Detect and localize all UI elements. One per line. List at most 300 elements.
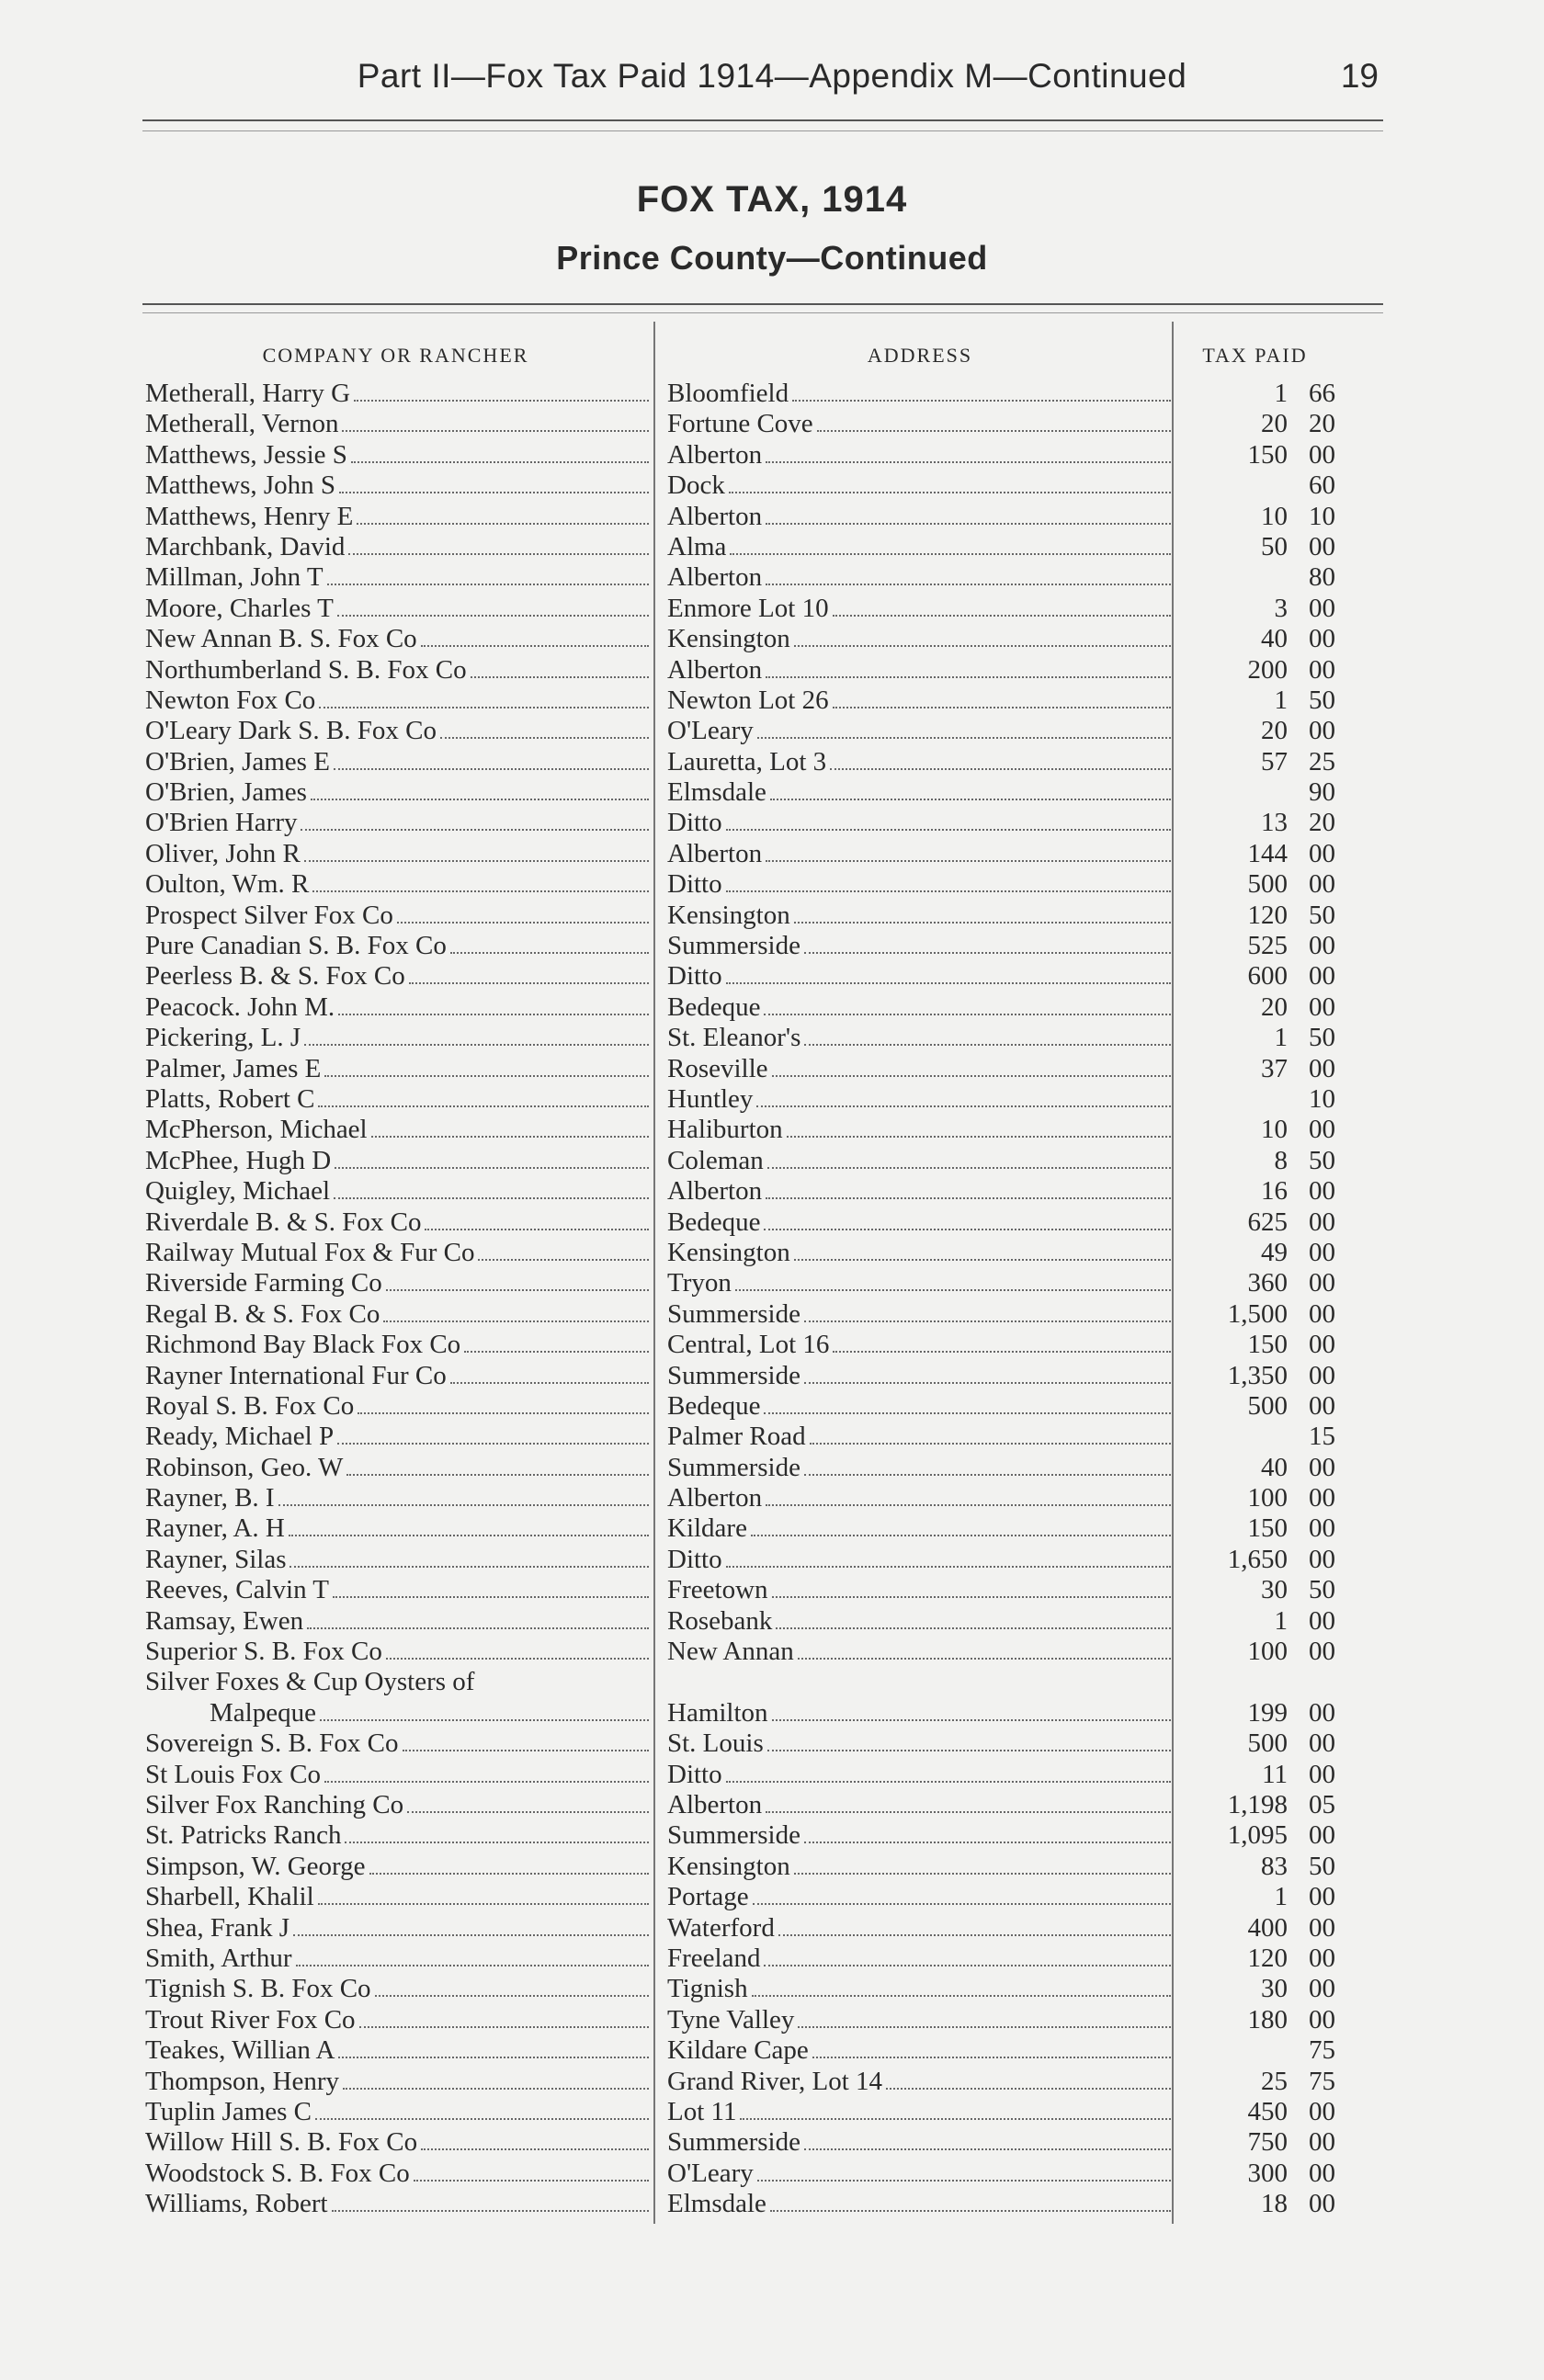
tax-dollars: 150 xyxy=(1247,1330,1288,1360)
tax-dollars xyxy=(1214,2035,1288,2066)
company-cell xyxy=(145,532,649,562)
tax-cents: 00 xyxy=(1309,1820,1335,1851)
tax-cents: 00 xyxy=(1309,1115,1335,1145)
tax-cell xyxy=(1176,747,1335,777)
address: Waterford xyxy=(667,1912,775,1943)
company-cell xyxy=(145,470,649,501)
tax-cents: 00 xyxy=(1309,439,1335,470)
company-cell xyxy=(145,1606,649,1637)
tax-cents: 00 xyxy=(1309,1298,1335,1329)
company-cell xyxy=(145,1115,649,1145)
company-name: New Annan B. S. Fox Co xyxy=(145,624,417,654)
tax-cents: 50 xyxy=(1309,900,1335,930)
company-name: Rayner, A. H xyxy=(145,1513,285,1544)
company-cell xyxy=(145,686,649,716)
table-row xyxy=(145,777,1335,808)
address-cell xyxy=(667,1115,1171,1145)
tax-cents: 00 xyxy=(1309,654,1335,685)
address-cell xyxy=(667,1513,1171,1544)
address: Kensington xyxy=(667,1851,790,1881)
company-name: Millman, John T xyxy=(145,562,324,593)
tax-cell xyxy=(1176,1146,1335,1176)
table-row xyxy=(145,901,1335,931)
address: New Annan xyxy=(667,1637,794,1667)
tax-cell xyxy=(1176,409,1335,439)
address: Tyne Valley xyxy=(667,2004,795,2034)
tax-dollars: 1,500 xyxy=(1227,1298,1288,1329)
address-cell xyxy=(667,562,1171,593)
column-header-company: COMPANY OR RANCHER xyxy=(262,344,529,367)
address-cell xyxy=(667,594,1171,624)
address: Alberton xyxy=(667,501,763,531)
company-cell xyxy=(145,1207,649,1238)
table-row xyxy=(145,1820,1335,1851)
address: Kensington xyxy=(667,1237,790,1267)
tax-dollars: 30 xyxy=(1261,1575,1288,1605)
company-cell xyxy=(145,1146,649,1176)
company-name: O'Brien, James E xyxy=(145,746,330,776)
address: Freeland xyxy=(667,1943,761,1973)
tax-cents: 00 xyxy=(1309,1483,1335,1513)
company-cell xyxy=(145,2067,649,2097)
tax-cents: 00 xyxy=(1309,1390,1335,1421)
tax-cell xyxy=(1176,379,1335,409)
tax-cell xyxy=(1176,1238,1335,1268)
company-cell xyxy=(145,1944,649,1974)
company-cell xyxy=(145,808,649,838)
tax-dollars: 8 xyxy=(1274,1145,1288,1175)
company-name: Tignish S. B. Fox Co xyxy=(145,1974,371,2004)
company-name: McPhee, Hugh D xyxy=(145,1145,332,1175)
table-row xyxy=(145,747,1335,777)
tax-cents: 80 xyxy=(1309,562,1335,593)
tax-cell xyxy=(1176,901,1335,931)
company-cell xyxy=(145,1453,649,1483)
company-name: Rayner International Fur Co xyxy=(145,1360,447,1390)
tax-cell xyxy=(1176,961,1335,992)
address-cell xyxy=(667,532,1171,562)
table-row xyxy=(145,1238,1335,1268)
table-row xyxy=(145,1084,1335,1115)
tax-cents: 00 xyxy=(1309,1544,1335,1574)
header-rule-bottom xyxy=(142,130,1383,131)
tax-dollars: 500 xyxy=(1247,869,1288,900)
address: Alberton xyxy=(667,1176,763,1207)
company-cell xyxy=(145,777,649,808)
tax-cents: 00 xyxy=(1309,1176,1335,1207)
company-cell xyxy=(145,1852,649,1882)
address: Portage xyxy=(667,1882,749,1912)
tax-cents: 50 xyxy=(1309,1023,1335,1053)
tax-cell xyxy=(1176,1176,1335,1207)
table-row xyxy=(145,1330,1335,1360)
table-rule-top-2 xyxy=(142,312,1383,313)
company-cell xyxy=(145,440,649,470)
company-cell xyxy=(145,624,649,654)
company-name: Quigley, Michael xyxy=(145,1176,331,1207)
address-cell xyxy=(667,1453,1171,1483)
tax-cell xyxy=(1176,1728,1335,1759)
company-cell xyxy=(145,1330,649,1360)
company-name: Oliver, John R xyxy=(145,838,301,868)
tax-cell xyxy=(1176,1483,1335,1513)
company-name: O'Brien Harry xyxy=(145,808,298,838)
table-row xyxy=(145,1852,1335,1882)
tax-cell xyxy=(1176,869,1335,900)
address: Freetown xyxy=(667,1575,768,1605)
tax-cell xyxy=(1176,502,1335,532)
address: Alma xyxy=(667,531,727,561)
address: Bloomfield xyxy=(667,379,789,408)
table-row xyxy=(145,1575,1335,1605)
tax-dollars xyxy=(1214,562,1288,593)
tax-cell xyxy=(1176,931,1335,961)
company-cell xyxy=(145,2035,649,2066)
address: Central, Lot 16 xyxy=(667,1330,830,1360)
company-name: Superior S. B. Fox Co xyxy=(145,1637,382,1667)
page-title: FOX TAX, 1914 xyxy=(636,179,908,220)
table-row xyxy=(145,1023,1335,1053)
tax-cell xyxy=(1176,1330,1335,1360)
tax-cell xyxy=(1176,716,1335,746)
company-name: Moore, Charles T xyxy=(145,593,334,623)
address: Summerside xyxy=(667,1360,800,1390)
company-name: Platts, Robert C xyxy=(145,1083,315,1114)
tax-dollars: 37 xyxy=(1261,1053,1288,1083)
address: Ditto xyxy=(667,961,722,992)
address-cell xyxy=(667,1422,1171,1452)
company-name-cont: Malpeque xyxy=(210,1697,316,1728)
company-name: St. Patricks Ranch xyxy=(145,1820,342,1851)
tax-cell xyxy=(1176,594,1335,624)
address-cell xyxy=(667,1820,1171,1851)
tax-cents: 00 xyxy=(1309,1759,1335,1789)
address-cell xyxy=(667,1023,1171,1053)
page-subtitle: Prince County—Continued xyxy=(556,239,988,277)
tax-cell xyxy=(1176,1545,1335,1575)
tax-cents: 00 xyxy=(1309,961,1335,992)
tax-dollars: 10 xyxy=(1261,501,1288,531)
tax-cents: 00 xyxy=(1309,531,1335,561)
tax-dollars: 1 xyxy=(1274,685,1288,715)
tax-cell xyxy=(1176,808,1335,838)
tax-cents: 00 xyxy=(1309,1513,1335,1544)
table-row xyxy=(145,624,1335,654)
table-row xyxy=(145,502,1335,532)
tax-dollars: 150 xyxy=(1247,1513,1288,1544)
tax-cell xyxy=(1176,1575,1335,1605)
tax-dollars: 1,350 xyxy=(1227,1360,1288,1390)
tax-cell xyxy=(1176,992,1335,1023)
tax-cents: 00 xyxy=(1309,1237,1335,1267)
company-name: Peerless B. & S. Fox Co xyxy=(145,961,405,992)
address: Alberton xyxy=(667,654,763,685)
company-name: O'Brien, James xyxy=(145,777,307,808)
tax-dollars: 16 xyxy=(1261,1176,1288,1207)
address: Kildare Cape xyxy=(667,2035,809,2066)
company-name: Williams, Robert xyxy=(145,2189,328,2219)
company-name: Robinson, Geo. W xyxy=(145,1452,344,1482)
table-header xyxy=(145,331,1335,379)
address-cell xyxy=(667,379,1171,409)
tax-cents: 00 xyxy=(1309,2096,1335,2126)
table-row xyxy=(145,379,1335,409)
company-cell xyxy=(145,2005,649,2035)
table-row xyxy=(145,409,1335,439)
address: Grand River, Lot 14 xyxy=(667,2066,883,2096)
tax-cell xyxy=(1176,1760,1335,1790)
tax-cell xyxy=(1176,2159,1335,2189)
tax-dollars: 100 xyxy=(1247,1637,1288,1667)
tax-dollars: 20 xyxy=(1261,716,1288,746)
address-cell xyxy=(667,2067,1171,2097)
tax-cents: 00 xyxy=(1309,869,1335,900)
tax-dollars: 57 xyxy=(1261,746,1288,776)
address: Ditto xyxy=(667,869,722,900)
table-row xyxy=(145,931,1335,961)
address-cell xyxy=(667,1176,1171,1207)
address: Summerside xyxy=(667,931,800,961)
tax-cents: 00 xyxy=(1309,1330,1335,1360)
address-cell xyxy=(667,1054,1171,1084)
address-cell xyxy=(667,2005,1171,2035)
address-cell xyxy=(667,716,1171,746)
tax-cell xyxy=(1176,1084,1335,1115)
company-cell xyxy=(145,1391,649,1422)
company-cell xyxy=(145,409,649,439)
tax-cell xyxy=(1176,2035,1335,2066)
table-row xyxy=(145,1545,1335,1575)
company-name: Prospect Silver Fox Co xyxy=(145,900,393,930)
address: Hamilton xyxy=(667,1697,768,1728)
table-row xyxy=(145,2067,1335,2097)
tax-dollars: 30 xyxy=(1261,1974,1288,2004)
address-cell xyxy=(667,624,1171,654)
tax-dollars: 1 xyxy=(1274,1023,1288,1053)
address-cell xyxy=(667,1637,1171,1667)
table-row xyxy=(145,1483,1335,1513)
table-row xyxy=(145,440,1335,470)
company-cell xyxy=(145,1882,649,1912)
tax-cents: 00 xyxy=(1309,1637,1335,1667)
tax-cents: 00 xyxy=(1309,2127,1335,2158)
tax-cents: 00 xyxy=(1309,624,1335,654)
company-cell xyxy=(145,2097,649,2127)
company-cell xyxy=(145,1820,649,1851)
tax-cents: 75 xyxy=(1309,2035,1335,2066)
company-cell xyxy=(145,1023,649,1053)
tax-cents: 90 xyxy=(1309,777,1335,808)
fox-tax-table xyxy=(145,331,1335,2219)
address: Kensington xyxy=(667,900,790,930)
address-cell xyxy=(667,1391,1171,1422)
table-row xyxy=(145,1513,1335,1544)
table-row xyxy=(145,2159,1335,2189)
address: Bedeque xyxy=(667,1390,761,1421)
tax-dollars: 20 xyxy=(1261,409,1288,439)
tax-cents: 00 xyxy=(1309,2189,1335,2219)
tax-cents: 00 xyxy=(1309,1882,1335,1912)
company-cell xyxy=(145,1575,649,1605)
address: Lauretta, Lot 3 xyxy=(667,746,827,776)
address-cell xyxy=(667,1852,1171,1882)
table-row xyxy=(145,992,1335,1023)
tax-dollars xyxy=(1214,1422,1288,1452)
tax-dollars: 144 xyxy=(1247,838,1288,868)
tax-cell xyxy=(1176,1944,1335,1974)
tax-dollars xyxy=(1214,777,1288,808)
address: Summerside xyxy=(667,1452,800,1482)
company-name: Willow Hill S. B. Fox Co xyxy=(145,2127,418,2158)
table-rule-top xyxy=(142,303,1383,305)
company-cell xyxy=(145,1974,649,2004)
tax-cell xyxy=(1176,1882,1335,1912)
address: Fortune Cove xyxy=(667,409,813,439)
tax-dollars: 300 xyxy=(1247,2158,1288,2188)
address-cell xyxy=(667,470,1171,501)
tax-cell xyxy=(1176,655,1335,686)
tax-cell xyxy=(1176,1054,1335,1084)
company-name: Ready, Michael P xyxy=(145,1422,335,1452)
company-name: O'Leary Dark S. B. Fox Co xyxy=(145,716,437,746)
tax-dollars: 600 xyxy=(1247,961,1288,992)
address-cell xyxy=(667,1483,1171,1513)
company-cell xyxy=(145,1790,649,1820)
company-cell xyxy=(145,1667,649,1728)
address: Coleman xyxy=(667,1145,764,1175)
tax-cell xyxy=(1176,1637,1335,1667)
tax-dollars: 1,095 xyxy=(1227,1820,1288,1851)
company-cell xyxy=(145,594,649,624)
tax-dollars: 525 xyxy=(1247,931,1288,961)
tax-cents: 50 xyxy=(1309,1145,1335,1175)
tax-dollars: 150 xyxy=(1247,439,1288,470)
tax-cents: 00 xyxy=(1309,992,1335,1022)
address: Bedeque xyxy=(667,992,761,1022)
address-cell xyxy=(667,1084,1171,1115)
tax-cents: 20 xyxy=(1309,808,1335,838)
table-row xyxy=(145,1146,1335,1176)
address-cell xyxy=(667,1545,1171,1575)
tax-cell xyxy=(1176,1513,1335,1544)
company-name: Smith, Arthur xyxy=(145,1943,292,1973)
tax-cents: 00 xyxy=(1309,1728,1335,1759)
tax-cell xyxy=(1176,1852,1335,1882)
table-row xyxy=(145,961,1335,992)
table-row xyxy=(145,808,1335,838)
address-cell xyxy=(667,1268,1171,1298)
company-name: Oulton, Wm. R xyxy=(145,869,310,900)
table-row xyxy=(145,2127,1335,2158)
table-row xyxy=(145,1361,1335,1391)
tax-dollars: 500 xyxy=(1247,1728,1288,1759)
company-name: Rayner, B. I xyxy=(145,1483,275,1513)
table-row xyxy=(145,1944,1335,1974)
tax-cell xyxy=(1176,1422,1335,1452)
tax-cents: 00 xyxy=(1309,1974,1335,2004)
tax-dollars: 400 xyxy=(1247,1912,1288,1943)
address: Huntley xyxy=(667,1083,754,1114)
address: Ditto xyxy=(667,808,722,838)
company-cell xyxy=(145,747,649,777)
company-cell xyxy=(145,2127,649,2158)
table-row xyxy=(145,1728,1335,1759)
table-row xyxy=(145,1637,1335,1667)
table-row xyxy=(145,2035,1335,2066)
company-cell xyxy=(145,562,649,593)
tax-cents: 00 xyxy=(1309,2004,1335,2034)
tax-cents: 00 xyxy=(1309,1943,1335,1973)
tax-cents: 66 xyxy=(1309,379,1335,408)
tax-cell xyxy=(1176,2005,1335,2035)
table-row xyxy=(145,1054,1335,1084)
tax-cents: 00 xyxy=(1309,1268,1335,1298)
tax-cell xyxy=(1176,2127,1335,2158)
company-name: Palmer, James E xyxy=(145,1053,322,1083)
table-row xyxy=(145,1207,1335,1238)
address-cell xyxy=(667,1944,1171,1974)
tax-cents: 00 xyxy=(1309,1360,1335,1390)
tax-cell xyxy=(1176,1606,1335,1637)
address: Elmsdale xyxy=(667,2189,766,2219)
address: Summerside xyxy=(667,1298,800,1329)
tax-dollars: 120 xyxy=(1247,900,1288,930)
address: Tryon xyxy=(667,1268,732,1298)
tax-cents: 00 xyxy=(1309,716,1335,746)
company-name: Shea, Frank J xyxy=(145,1912,290,1943)
tax-dollars: 20 xyxy=(1261,992,1288,1022)
company-cell xyxy=(145,839,649,869)
tax-cents: 00 xyxy=(1309,1053,1335,1083)
company-name: Teakes, Willian A xyxy=(145,2035,335,2066)
address: Alberton xyxy=(667,1789,763,1819)
address-cell xyxy=(667,409,1171,439)
address: Enmore Lot 10 xyxy=(667,593,829,623)
tax-cell xyxy=(1176,1820,1335,1851)
tax-cents: 00 xyxy=(1309,593,1335,623)
table-row xyxy=(145,686,1335,716)
tax-cents: 10 xyxy=(1309,1083,1335,1114)
table-row xyxy=(145,2005,1335,2035)
address-cell xyxy=(667,1913,1171,1944)
company-name: Metherall, Harry G xyxy=(145,379,351,408)
address-cell xyxy=(667,502,1171,532)
company-name: Peacock. John M. xyxy=(145,992,335,1022)
company-name: Metherall, Vernon xyxy=(145,409,339,439)
running-head xyxy=(0,57,1544,108)
table-row xyxy=(145,869,1335,900)
tax-dollars: 500 xyxy=(1247,1390,1288,1421)
address: Tignish xyxy=(667,1974,748,2004)
address: O'Leary xyxy=(667,716,754,746)
table-row xyxy=(145,562,1335,593)
address-cell xyxy=(667,1207,1171,1238)
address-cell xyxy=(667,1760,1171,1790)
tax-cell xyxy=(1176,1268,1335,1298)
tax-dollars: 199 xyxy=(1247,1697,1288,1728)
tax-dollars: 200 xyxy=(1247,654,1288,685)
company-cell xyxy=(145,379,649,409)
company-cell xyxy=(145,1483,649,1513)
table-row xyxy=(145,1268,1335,1298)
address-cell xyxy=(667,931,1171,961)
company-cell xyxy=(145,961,649,992)
address-cell xyxy=(667,992,1171,1023)
table-row xyxy=(145,1115,1335,1145)
tax-cell xyxy=(1176,1974,1335,2004)
table-row xyxy=(145,532,1335,562)
tax-dollars: 50 xyxy=(1261,531,1288,561)
